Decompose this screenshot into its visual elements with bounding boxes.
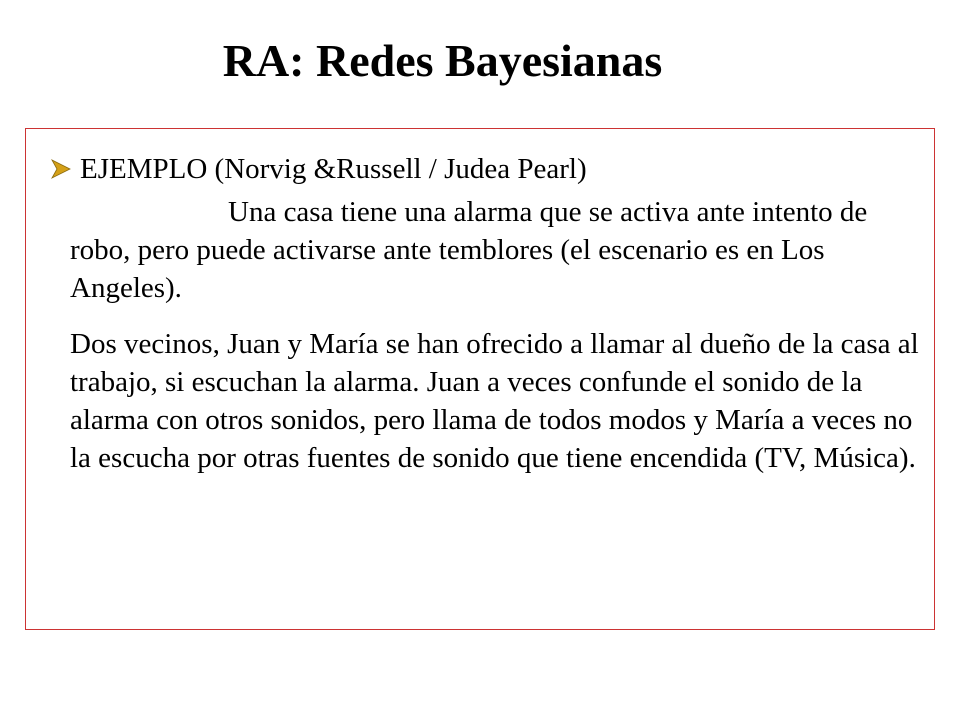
slide-title: RA: Redes Bayesianas xyxy=(222,35,663,86)
arrow-bullet-icon xyxy=(50,158,72,180)
bullet-item xyxy=(50,149,587,189)
bullet-text: EJEMPLO (Norvig &Russell / Judea Pearl) xyxy=(80,153,587,185)
content-box xyxy=(25,128,935,630)
paragraph-alarm: Una casa tiene una alarma que se activa ante intento de robo, pero puede activarse ante temblores (el escenario es en Los Angeles). xyxy=(70,196,868,304)
paragraph-neighbors: Dos vecinos, Juan y María se han ofrecido a llamar al dueño de la casa al trabajo, si escuchan la alarma. Juan a veces confunde el sonido de la alarma con otros sonidos, pero llama de todos modos y María a veces no la escucha por otras fuentes de sonido que tiene encendida (TV, Música). xyxy=(70,328,919,474)
